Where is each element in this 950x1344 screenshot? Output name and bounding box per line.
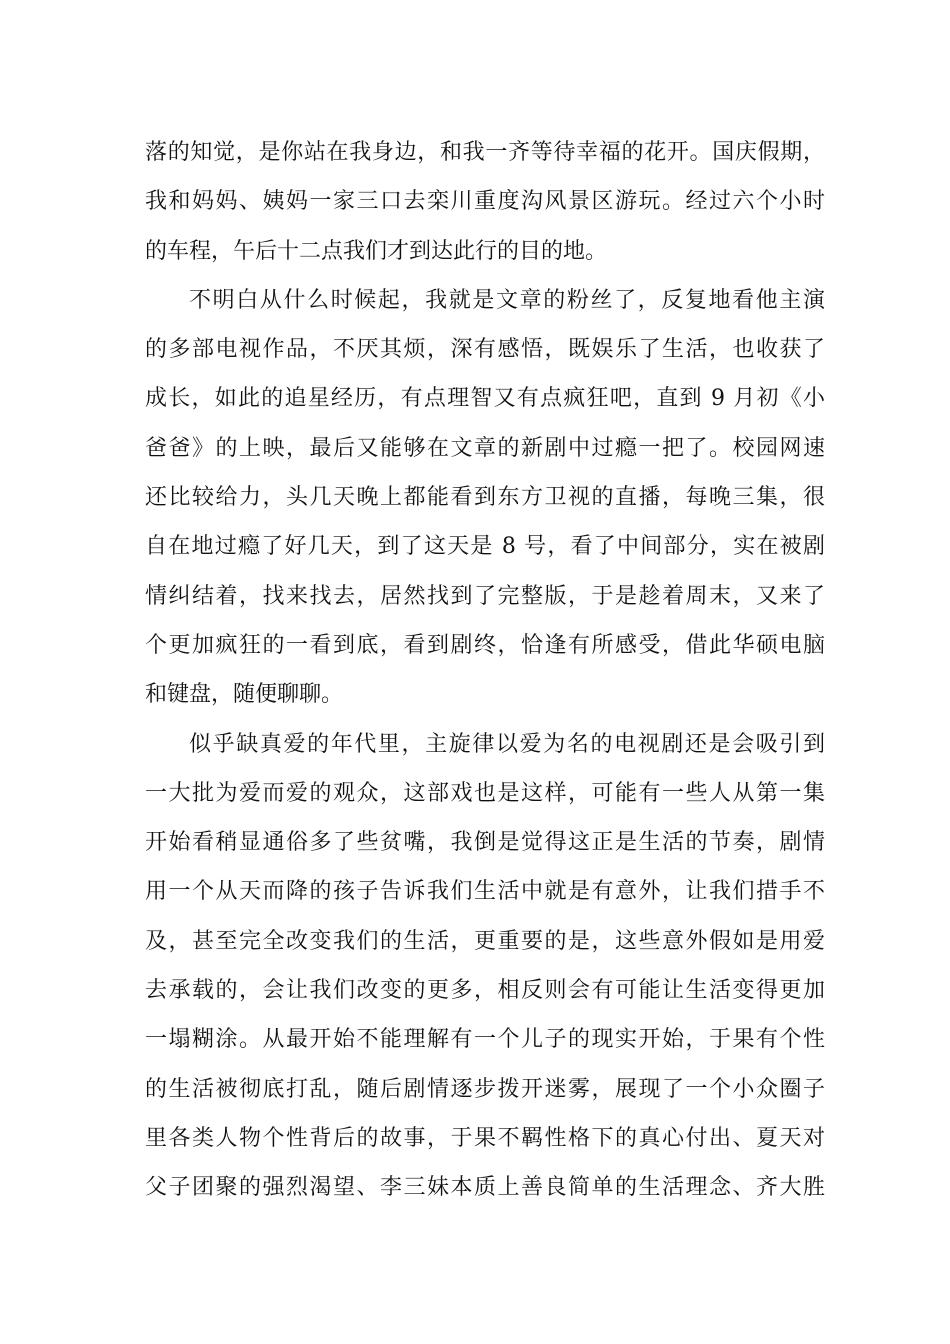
- paragraph-2-line-9: 和键盘，随便聊聊。: [145, 682, 344, 708]
- paragraph-2-line-8: 个更加疯狂的一看到底，看到剧终，恰逢有所感受，借此华硕电脑: [145, 632, 825, 658]
- paragraph-3-line-5: 及，甚至完全改变我们的生活，更重要的是，这些意外假如是用爱: [145, 928, 825, 954]
- paragraph-3-line-4: 用一个从天而降的孩子告诉我们生活中就是有意外，让我们措手不: [145, 879, 825, 905]
- paragraph-2-line-1: 不明白从什么时候起，我就是文章的粉丝了，反复地看他主演: [189, 287, 825, 313]
- paragraph-3-line-8: 的生活被彻底打乱，随后剧情逐步拨开迷雾，展现了一个小众圈子: [145, 1076, 825, 1102]
- paragraph-3-line-2: 一大批为爱而爱的观众，这部戏也是这样，可能有一些人从第一集: [145, 780, 825, 806]
- body-text: [145, 128, 825, 1213]
- paragraph-3-line-6: 去承载的，会让我们改变的更多，相反则会有可能让生活变得更加: [145, 978, 825, 1004]
- paragraph-3-line-7: 一塌糊涂。从最开始不能理解有一个儿子的现实开始，于果有个性: [145, 1027, 825, 1053]
- paragraph-2-line-7: 情纠结着，找来找去，居然找到了完整版，于是趁着周末，又来了: [145, 583, 825, 609]
- paragraph-3-line-9: 里各类人物个性背后的故事，于果不羁性格下的真心付出、夏天对: [145, 1125, 825, 1151]
- paragraph-3-line-1: 似乎缺真爱的年代里，主旋律以爱为名的电视剧还是会吸引到: [189, 731, 825, 757]
- paragraph-2-line-6: 自在地过瘾了好几天，到了这天是 8 号，看了中间部分，实在被剧: [145, 534, 825, 560]
- paragraph-1-line-3: 的车程，午后十二点我们才到达此行的目的地。: [145, 238, 608, 264]
- paragraph-2-line-3: 成长，如此的追星经历，有点理智又有点疯狂吧，直到 9 月初《小: [145, 386, 825, 412]
- paragraph-1-line-2: 我和妈妈、姨妈一家三口去栾川重度沟风景区游玩。经过六个小时: [145, 189, 825, 215]
- paragraph-2-line-5: 还比较给力，头几天晚上都能看到东方卫视的直播，每晚三集，很: [145, 485, 825, 511]
- paragraph-2-line-2: 的多部电视作品，不厌其烦，深有感悟，既娱乐了生活，也收获了: [145, 337, 825, 363]
- paragraph-2-line-4: 爸爸》的上映，最后又能够在文章的新剧中过瘾一把了。校园网速: [145, 435, 825, 461]
- paragraph-3-line-10: 父子团聚的强烈渴望、李三妹本质上善良简单的生活理念、齐大胜: [145, 1175, 825, 1201]
- paragraph-3-line-3: 开始看稍显通俗多了些贫嘴，我倒是觉得这正是生活的节奏，剧情: [145, 830, 825, 856]
- paragraph-1-line-1: 落的知觉，是你站在我身边，和我一齐等待幸福的花开。国庆假期，: [145, 140, 825, 165]
